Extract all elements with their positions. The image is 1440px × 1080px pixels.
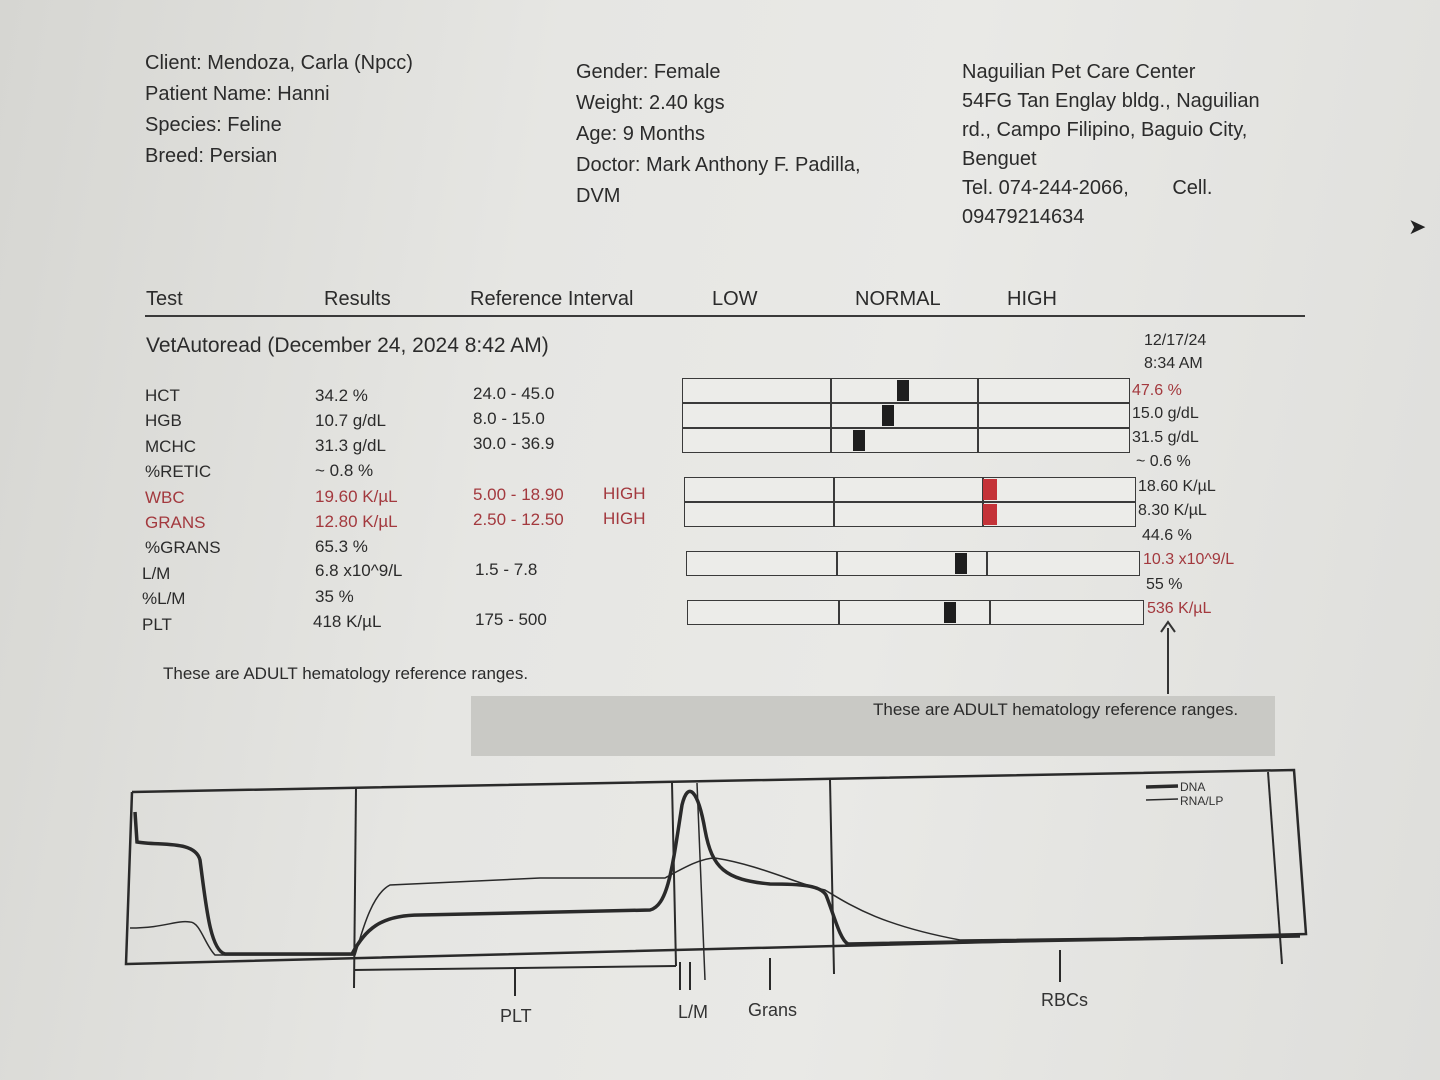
adult-ranges-note: These are ADULT hematology reference ranges. xyxy=(163,664,529,683)
row-prev-pgrans: 44.6 % xyxy=(1142,527,1192,544)
weight: Weight: 2.40 kgs xyxy=(576,92,725,114)
col-reference: Reference Interval xyxy=(470,288,634,310)
row-prev-retic: ~ 0.6 % xyxy=(1136,453,1191,470)
row-test-plt: PLT xyxy=(142,615,172,634)
row-prev-lm: 10.3 x10^9/L xyxy=(1143,551,1235,568)
row-ref-hgb: 8.0 - 15.0 xyxy=(473,409,545,428)
doctor-title: DVM xyxy=(576,185,621,207)
axis-label-grans: Grans xyxy=(748,1000,798,1020)
row-prev-wbc: 18.60 K/µL xyxy=(1138,478,1216,495)
row-result-retic: ~ 0.8 % xyxy=(315,461,374,480)
row-test-retic: %RETIC xyxy=(145,462,212,481)
gender: Gender: Female xyxy=(576,61,721,83)
breed: Breed: Persian xyxy=(145,145,278,167)
row-prev-grans: 8.30 K/µL xyxy=(1138,502,1207,519)
row-flag-grans: HIGH xyxy=(603,509,646,528)
axis-label-plt: PLT xyxy=(500,1006,532,1026)
legend-dna-swatch xyxy=(1146,786,1178,787)
clinic-cell: 09479214634 xyxy=(962,206,1085,228)
row-result-hct: 34.2 % xyxy=(315,386,368,405)
run-title: VetAutoread (December 24, 2024 8:42 AM) xyxy=(146,334,549,357)
row-test-hct: HCT xyxy=(145,386,180,405)
age: Age: 9 Months xyxy=(576,123,705,145)
col-low: LOW xyxy=(712,288,758,310)
row-ref-wbc: 5.00 - 18.90 xyxy=(473,485,564,504)
patient-name: Patient Name: Hanni xyxy=(145,83,330,105)
row-test-grans: GRANS xyxy=(145,513,206,532)
clinic-address-1: 54FG Tan Englay bldg., Naguilian xyxy=(962,90,1260,112)
row-ref-grans: 2.50 - 12.50 xyxy=(473,510,564,529)
row-test-mchc: MCHC xyxy=(145,437,196,456)
row-flag-wbc: HIGH xyxy=(603,484,646,503)
col-results: Results xyxy=(324,288,391,310)
species: Species: Feline xyxy=(145,114,282,136)
col-test: Test xyxy=(146,288,183,310)
row-ref-mchc: 30.0 - 36.9 xyxy=(473,434,555,453)
row-test-plm: %L/M xyxy=(142,589,186,608)
row-result-wbc: 19.60 K/µL xyxy=(315,487,398,506)
row-ref-lm: 1.5 - 7.8 xyxy=(475,560,538,579)
row-result-grans: 12.80 K/µL xyxy=(315,512,398,531)
col-high: HIGH xyxy=(1007,288,1057,310)
row-result-plm: 35 % xyxy=(315,587,354,606)
adult-ranges-note-prev: These are ADULT hematology reference ranges. xyxy=(873,700,1239,719)
clinic-name: Naguilian Pet Care Center xyxy=(962,61,1196,83)
legend-rna-swatch xyxy=(1146,799,1178,800)
doctor: Doctor: Mark Anthony F. Padilla, xyxy=(576,154,861,176)
clinic-cell-label: Cell. xyxy=(1172,177,1213,199)
row-ref-plt: 175 - 500 xyxy=(475,610,547,629)
row-result-hgb: 10.7 g/dL xyxy=(315,411,386,430)
row-prev-mchc: 31.5 g/dL xyxy=(1132,429,1199,446)
row-ref-hct: 24.0 - 45.0 xyxy=(473,384,555,403)
row-prev-plm: 55 % xyxy=(1146,576,1183,593)
legend-rna: RNA/LP xyxy=(1180,794,1224,808)
row-result-pgrans: 65.3 % xyxy=(315,537,368,556)
row-test-pgrans: %GRANS xyxy=(145,538,221,557)
clinic-tel: Tel. 074-244-2066, xyxy=(962,177,1129,199)
row-test-wbc: WBC xyxy=(145,488,185,507)
clinic-address-3: Benguet xyxy=(962,148,1037,170)
legend-dna: DNA xyxy=(1180,780,1206,794)
prev-time: 8:34 AM xyxy=(1144,355,1203,372)
row-prev-hct: 47.6 % xyxy=(1132,382,1182,399)
row-result-lm: 6.8 x10^9/L xyxy=(315,561,403,580)
row-prev-plt: 536 K/µL xyxy=(1147,600,1212,617)
clinic-address-2: rd., Campo Filipino, Baguio City, xyxy=(962,119,1248,141)
cursor-icon: ➤ xyxy=(1408,214,1427,239)
row-test-hgb: HGB xyxy=(145,411,182,430)
row-test-lm: L/M xyxy=(142,564,171,583)
row-result-plt: 418 K/µL xyxy=(313,612,382,631)
col-normal: NORMAL xyxy=(855,288,941,310)
row-prev-hgb: 15.0 g/dL xyxy=(1132,405,1199,422)
prev-date: 12/17/24 xyxy=(1144,332,1207,349)
row-result-mchc: 31.3 g/dL xyxy=(315,436,386,455)
axis-label-lm: L/M xyxy=(678,1002,709,1022)
client-name: Client: Mendoza, Carla (Npcc) xyxy=(145,52,413,74)
axis-label-rbcs: RBCs xyxy=(1041,990,1089,1010)
